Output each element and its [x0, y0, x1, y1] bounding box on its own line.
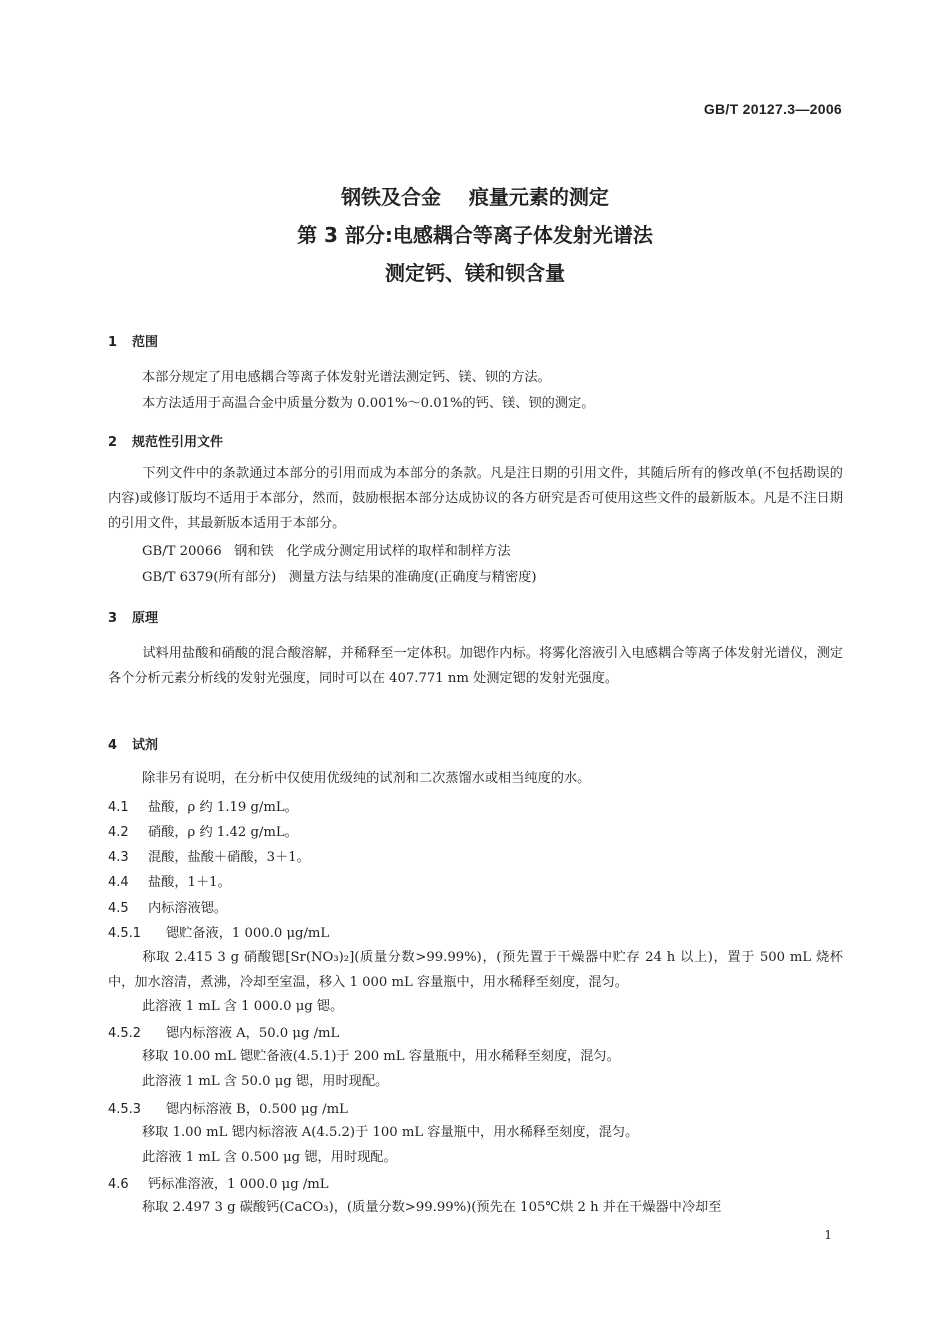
section-number: 1 — [108, 335, 118, 350]
reagent-item — [108, 846, 310, 865]
paragraph: 称取 2.415 3 g 硝酸锶[Sr(NO₃)₂](质量分数>99.99%)，(预先置于干燥器中贮存 24 h 以上)，置于 500 mL 烧杯中，加水溶清，煮沸，冷却至室温，移入 1 000 mL 容量瓶中，用水稀释至刻度，混匀。 — [108, 950, 843, 990]
item-text: 钙标准溶液，1 000.0 μg /mL — [148, 1177, 329, 1192]
reagent-item — [108, 1173, 329, 1192]
item-text: 内标溶液锶。 — [148, 901, 228, 916]
reagent-item — [108, 897, 227, 916]
page-number: 1 — [824, 1228, 832, 1242]
section-heading-normative-references — [108, 431, 223, 450]
standard-number: GB/T 20127.3—2006 — [703, 101, 842, 117]
item-text: 混酸，盐酸＋硝酸，3＋1。 — [148, 850, 310, 865]
item-text: 盐酸，1＋1。 — [148, 875, 231, 890]
title-line-1: 钢铁及合金 痕量元素的测定 — [341, 185, 609, 209]
item-number: 4.4 — [108, 875, 129, 890]
reference-item: GB/T 20066 钢和铁 化学成分测定用试样的取样和制样方法 — [142, 544, 511, 559]
section-number: 4 — [108, 738, 118, 753]
paragraph: 移取 1.00 mL 锶内标溶液 A(4.5.2)于 100 mL 容量瓶中，用水稀释至刻度，混匀。 — [142, 1125, 639, 1140]
item-number: 4.3 — [108, 850, 129, 865]
reagent-subitem — [108, 1022, 339, 1041]
reference-item: GB/T 6379(所有部分) 测量方法与结果的准确度(正确度与精密度) — [142, 570, 537, 585]
paragraph: 此溶液 1 mL 含 0.500 μg 锶，用时现配。 — [142, 1150, 397, 1165]
item-number: 4.2 — [108, 825, 129, 840]
item-text: 硝酸，ρ 约 1.42 g/mL。 — [148, 825, 298, 840]
item-number: 4.5.3 — [108, 1102, 142, 1117]
section-number: 2 — [108, 435, 118, 450]
reagent-subitem — [108, 922, 329, 941]
section-heading-reagents — [108, 734, 158, 753]
item-number: 4.1 — [108, 800, 129, 815]
section-heading-principle — [108, 607, 158, 626]
item-text: 锶贮备液，1 000.0 μg/mL — [166, 926, 330, 941]
item-number: 4.6 — [108, 1177, 129, 1192]
paragraph: 本部分规定了用电感耦合等离子体发射光谱法测定钙、镁、钡的方法。 — [142, 370, 551, 385]
paragraph: 试料用盐酸和硝酸的混合酸溶解，并稀释至一定体积。加锶作内标。将雾化溶液引入电感耦合等离子体发射光谱仪，测定各个分析元素分析线的发射光强度，同时可以在 407.771 nm 处测定锶的发射光强度。 — [108, 646, 843, 686]
reagent-subitem — [108, 1098, 348, 1117]
paragraph: 下列文件中的条款通过本部分的引用而成为本部分的条款。凡是注日期的引用文件，其随后所有的修改单(不包括勘误的内容)或修订版均不适用于本部分，然而，鼓励根据本部分达成协议的各方研究是否可使用这些文件的最新版本。凡是不注日期的引用文件，其最新版本适用于本部分。 — [108, 466, 843, 531]
paragraph: 本方法适用于高温合金中质量分数为 0.001%～0.01%的钙、镁、钡的测定。 — [142, 396, 595, 411]
paragraph: 此溶液 1 mL 含 1 000.0 μg 锶。 — [142, 999, 344, 1014]
item-text: 盐酸，ρ 约 1.19 g/mL。 — [148, 800, 298, 815]
title-line-2: 第 3 部分:电感耦合等离子体发射光谱法 — [297, 223, 653, 247]
section-heading-scope — [108, 331, 158, 350]
item-number: 4.5 — [108, 901, 129, 916]
document-title — [0, 178, 950, 292]
reagent-item — [108, 796, 298, 815]
section-title: 原理 — [132, 611, 159, 626]
reagent-item — [108, 871, 231, 890]
section-number: 3 — [108, 611, 118, 626]
item-text: 锶内标溶液 B，0.500 μg /mL — [166, 1102, 348, 1117]
paragraph: 移取 10.00 mL 锶贮备液(4.5.1)于 200 mL 容量瓶中，用水稀释至刻度，混匀。 — [142, 1049, 620, 1064]
reagent-item — [108, 821, 298, 840]
section-title: 试剂 — [132, 738, 159, 753]
section-title: 规范性引用文件 — [132, 435, 224, 450]
paragraph: 此溶液 1 mL 含 50.0 μg 锶，用时现配。 — [142, 1074, 389, 1089]
paragraph: 除非另有说明，在分析中仅使用优级纯的试剂和二次蒸馏水或相当纯度的水。 — [142, 771, 591, 786]
title-line-3: 测定钙、镁和钡含量 — [385, 261, 565, 285]
item-number: 4.5.2 — [108, 1026, 142, 1041]
paragraph: 称取 2.497 3 g 碳酸钙(CaCO₃)，(质量分数>99.99%)(预先在 105℃烘 2 h 并在干燥器中冷却至 — [142, 1200, 722, 1215]
item-number: 4.5.1 — [108, 926, 142, 941]
item-text: 锶内标溶液 A，50.0 μg /mL — [166, 1026, 340, 1041]
section-title: 范围 — [132, 335, 159, 350]
